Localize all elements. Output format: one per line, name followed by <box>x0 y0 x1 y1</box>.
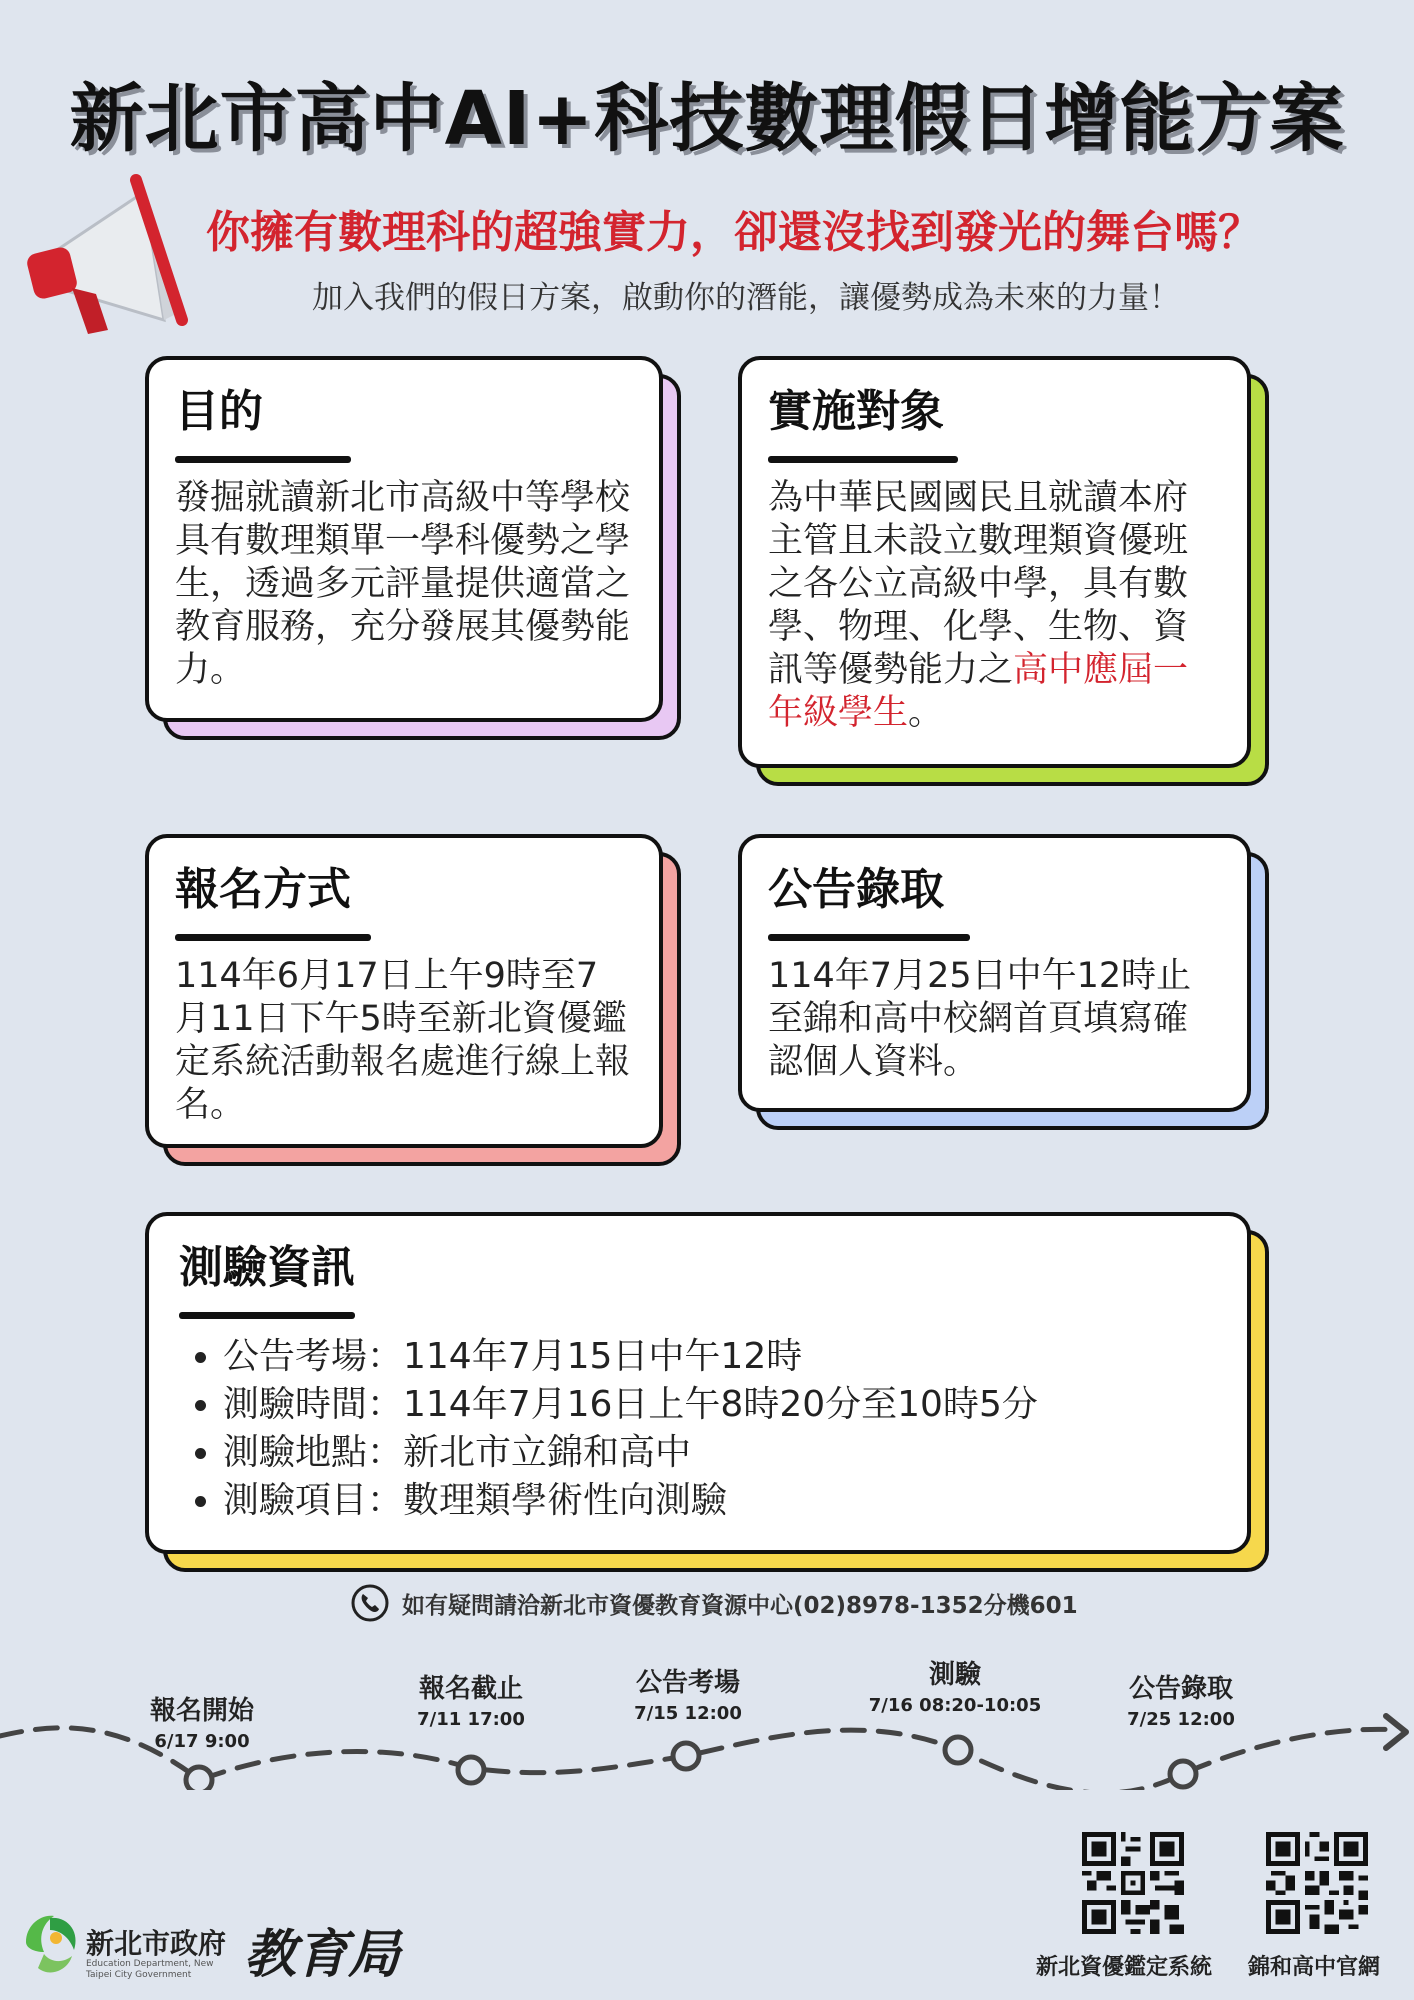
timeline-marker-1 <box>186 1767 212 1790</box>
title-underline <box>175 456 351 463</box>
timeline-step-2 <box>397 1668 545 1730</box>
target-card <box>738 356 1251 768</box>
step-date: 7/16 08:20-10:05 <box>868 1695 1042 1716</box>
step-name: 報名開始 <box>149 1696 254 1726</box>
org-name: 新北市政府 <box>86 1927 227 1960</box>
step-name: 公告錄取 <box>1128 1674 1233 1704</box>
timeline-step-5 <box>1107 1668 1255 1730</box>
megaphone-icon <box>24 170 204 340</box>
timeline-step-3 <box>614 1662 762 1724</box>
contact-row <box>350 1582 1078 1624</box>
qr-code-school-website[interactable] <box>1266 1832 1368 1934</box>
card-face <box>145 1212 1251 1554</box>
signup-title: 報名方式 <box>175 864 351 915</box>
timeline-marker-3 <box>673 1743 699 1769</box>
step-date: 7/11 17:00 <box>417 1709 525 1730</box>
card-face <box>145 834 663 1148</box>
purpose-title: 目的 <box>175 386 263 437</box>
step-date: 7/25 12:00 <box>1127 1709 1235 1730</box>
qr1-caption: 新北資優鑑定系統 <box>1036 1955 1213 1980</box>
timeline-step-4 <box>860 1654 1050 1716</box>
exam-card <box>145 1212 1251 1554</box>
step-name: 公告考場 <box>635 1668 740 1698</box>
target-highlight: 高中應屆一年級學生 <box>768 650 1189 733</box>
exam-title: 測驗資訊 <box>179 1242 355 1293</box>
list-item: • 測驗時間：114年7月16日上午8時20分至10時5分 <box>223 1381 1221 1429</box>
title-underline <box>768 456 958 463</box>
card-face <box>738 356 1251 768</box>
step-date: 7/15 12:00 <box>634 1703 742 1724</box>
org-script: 教育局 <box>244 1924 401 1985</box>
announce-title: 公告錄取 <box>768 864 944 915</box>
exam-list <box>179 1333 1221 1525</box>
signup-body: 114年6月17日上午9時至7月11日下午5時至新北資優鑑定系統活動報名處進行線上報名。 <box>175 956 631 1125</box>
timeline-markers <box>186 1737 1196 1790</box>
target-body-end: 。 <box>908 693 944 733</box>
step-name: 報名截止 <box>418 1674 523 1704</box>
target-body-text: 為中華民國國民且就讀本府主管且未設立數理類資優班之各公立高級中學，具有數學、物理、化學、生物、資訊等優勢能力之 <box>768 478 1189 690</box>
title-underline <box>175 934 371 941</box>
new-taipei-logo-icon <box>20 1908 82 1980</box>
target-body <box>768 477 1221 735</box>
signup-card <box>145 834 663 1148</box>
step-date: 6/17 9:00 <box>154 1731 250 1752</box>
timeline-marker-5 <box>1170 1761 1196 1787</box>
timeline-marker-2 <box>458 1757 484 1783</box>
title-underline <box>179 1312 355 1319</box>
list-item: • 公告考場：114年7月15日中午12時 <box>223 1333 1221 1381</box>
timeline-step-1 <box>128 1690 276 1752</box>
announce-body: 114年7月25日中午12時止至錦和高中校網首頁填寫確認個人資料。 <box>768 956 1192 1082</box>
page-title: 新北市高中AI+科技數理假日增能方案 <box>69 76 1345 162</box>
purpose-body: 發掘就讀新北市高級中等學校具有數理類單一學科優勢之學生，透過多元評量提供適當之教育服務，充分發展其優勢能力。 <box>175 478 631 690</box>
target-title: 實施對象 <box>768 386 944 437</box>
card-face <box>738 834 1251 1112</box>
timeline-marker-4 <box>945 1737 971 1763</box>
contact-text: 如有疑問請洽新北市資優教育資源中心(02)8978-1352分機601 <box>402 1592 1078 1619</box>
list-item: • 測驗項目：數理類學術性向測驗 <box>223 1477 1221 1525</box>
list-item: • 測驗地點：新北市立錦和高中 <box>223 1429 1221 1477</box>
title-underline <box>768 934 970 941</box>
headline: 你擁有數理科的超強實力，卻還沒找到發光的舞台嗎？ <box>206 207 1262 258</box>
org-name-en: Education Department, New Taipei City Government <box>86 1959 214 1980</box>
subline: 加入我們的假日方案，啟動你的潛能，讓優勢成為未來的力量！ <box>312 280 1180 316</box>
qr2-caption: 錦和高中官網 <box>1248 1955 1381 1980</box>
step-name: 測驗 <box>928 1660 981 1690</box>
phone-icon <box>350 1583 390 1623</box>
purpose-card <box>145 356 663 722</box>
card-face <box>145 356 663 722</box>
announce-card <box>738 834 1251 1112</box>
qr-code-exam-system[interactable] <box>1082 1832 1184 1934</box>
